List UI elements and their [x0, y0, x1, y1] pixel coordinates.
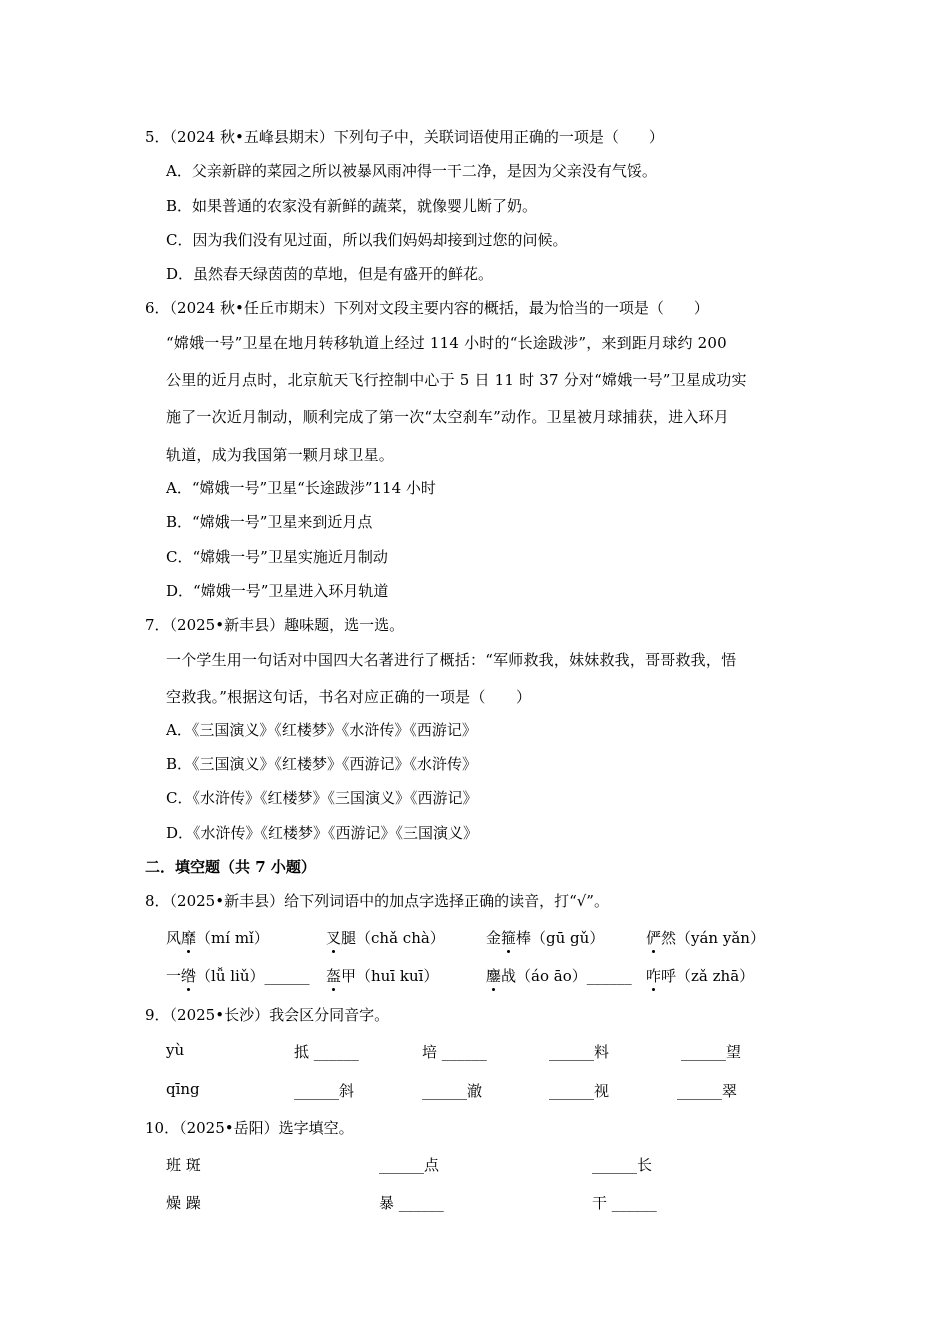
q10-blank: ______点 [379, 1156, 440, 1174]
q7-passage-line: 一个学生用一句话对中国四大名著进行了概括：“军师救我，妹妹救我，哥哥救我，悟 [166, 651, 737, 669]
q6-option-c: C．“嫦娥一号”卫星实施近月制动 [166, 548, 388, 566]
word-prefix: 一 [166, 967, 182, 985]
q8-word [486, 965, 632, 986]
word-suffix: 战（áo āo）______ [501, 967, 632, 985]
q9-blank: ______澈 [422, 1082, 483, 1100]
q10-blank: ______长 [592, 1156, 653, 1174]
dotted-char: 盔 [326, 967, 342, 985]
q6-passage-line: “嫦娥一号”卫星在地月转移轨道上经过 114 小时的“长途跋涉”，来到距月球约 200 [166, 334, 727, 352]
q8-word [646, 965, 754, 986]
q5-stem: 5．（2024 秋•五峰县期末）下列句子中，关联词语使用正确的一项是（ ） [145, 128, 664, 146]
dotted-char: 鏖 [486, 967, 502, 985]
word-suffix: 腿（chǎ chà） [341, 929, 445, 947]
dotted-char: 绺 [181, 967, 197, 985]
q9-stem: 9．（2025•长沙）我会区分同音字。 [145, 1006, 390, 1024]
q6-stem: 6．（2024 秋•任丘市期末）下列对文段主要内容的概括，最为恰当的一项是（ ） [145, 299, 709, 317]
q10-chars: 班 斑 [166, 1156, 201, 1174]
q6-passage-line: 施了一次近月制动，顺利完成了第一次“太空刹车”动作。卫星被月球捕获，进入环月 [166, 408, 729, 426]
q9-blank: ______视 [549, 1082, 610, 1100]
q5-option-c: C．因为我们没有见过面，所以我们妈妈却接到过您的问候。 [166, 231, 568, 249]
q8-word [166, 927, 269, 948]
q5-option-d: D．虽然春天绿茵茵的草地，但是有盛开的鲜花。 [166, 265, 494, 283]
q8-stem: 8．（2025•新丰县）给下列词语中的加点字选择正确的读音，打“√”。 [145, 892, 609, 910]
word-suffix: （mí mǐ） [196, 929, 269, 947]
q9-blank: ______望 [681, 1043, 742, 1061]
q9-pinyin: yù [166, 1041, 185, 1059]
word-prefix: 风 [166, 929, 182, 947]
dotted-char: 叉 [326, 929, 342, 947]
dotted-char: 箍 [501, 929, 517, 947]
q6-passage-line: 轨道，成为我国第一颗月球卫星。 [166, 446, 395, 464]
dotted-char: 咋 [646, 967, 662, 985]
word-suffix: 棒（gū gǔ） [516, 929, 605, 947]
q8-word [486, 927, 604, 948]
q8-word [326, 927, 445, 948]
q7-option-b: B．《三国演义》《红楼梦》《西游记》《水浒传》 [166, 755, 478, 773]
q9-blank: ______翠 [677, 1082, 738, 1100]
q7-stem: 7．（2025•新丰县）趣味题，选一选。 [145, 616, 405, 634]
dotted-char: 靡 [181, 929, 197, 947]
q10-stem: 10．（2025•岳阳）选字填空。 [145, 1119, 354, 1137]
word-suffix: 然（yán yǎn） [661, 929, 765, 947]
q7-option-c: C．《水浒传》《红楼梦》《三国演义》《西游记》 [166, 789, 478, 807]
q9-blank: 培 ______ [422, 1043, 487, 1061]
q8-word [166, 965, 310, 986]
word-suffix: 甲（huī kuī） [341, 967, 439, 985]
q6-option-b: B．“嫦娥一号”卫星来到近月点 [166, 513, 373, 531]
q5-option-a: A．父亲新辟的菜园之所以被暴风雨冲得一干二净，是因为父亲没有气馁。 [166, 162, 657, 180]
word-suffix: 呼（zǎ zhā） [661, 967, 755, 985]
section-heading: 二．填空题（共 7 小题） [145, 858, 316, 876]
q10-chars: 燥 躁 [166, 1194, 201, 1212]
word-prefix: 金 [486, 929, 502, 947]
q6-passage-line: 公里的近月点时，北京航天飞行控制中心于 5 日 11 时 37 分对“嫦娥一号”卫星成功实 [166, 371, 747, 389]
q9-blank: ______斜 [294, 1082, 355, 1100]
q10-blank: 暴 ______ [379, 1194, 444, 1212]
q10-blank: 干 ______ [592, 1194, 657, 1212]
dotted-char: 俨 [646, 929, 662, 947]
q6-option-a: A．“嫦娥一号”卫星“长途跋涉”114 小时 [166, 479, 436, 497]
q8-word [326, 965, 438, 986]
q9-blank: 抵 ______ [294, 1043, 359, 1061]
q7-option-a: A．《三国演义》《红楼梦》《水浒传》《西游记》 [166, 721, 477, 739]
q6-option-d: D．“嫦娥一号”卫星进入环月轨道 [166, 582, 389, 600]
q7-passage-line: 空救我。”根据这句话，书名对应正确的一项是（ ） [166, 688, 532, 706]
q5-option-b: B．如果普通的农家没有新鲜的蔬菜，就像婴儿断了奶。 [166, 197, 538, 215]
word-suffix: （lǚ liǔ）______ [196, 967, 310, 985]
q7-option-d: D．《水浒传》《红楼梦》《西游记》《三国演义》 [166, 824, 479, 842]
q8-word [646, 927, 765, 948]
q9-pinyin: qīng [166, 1080, 200, 1098]
q9-blank: ______料 [549, 1043, 610, 1061]
